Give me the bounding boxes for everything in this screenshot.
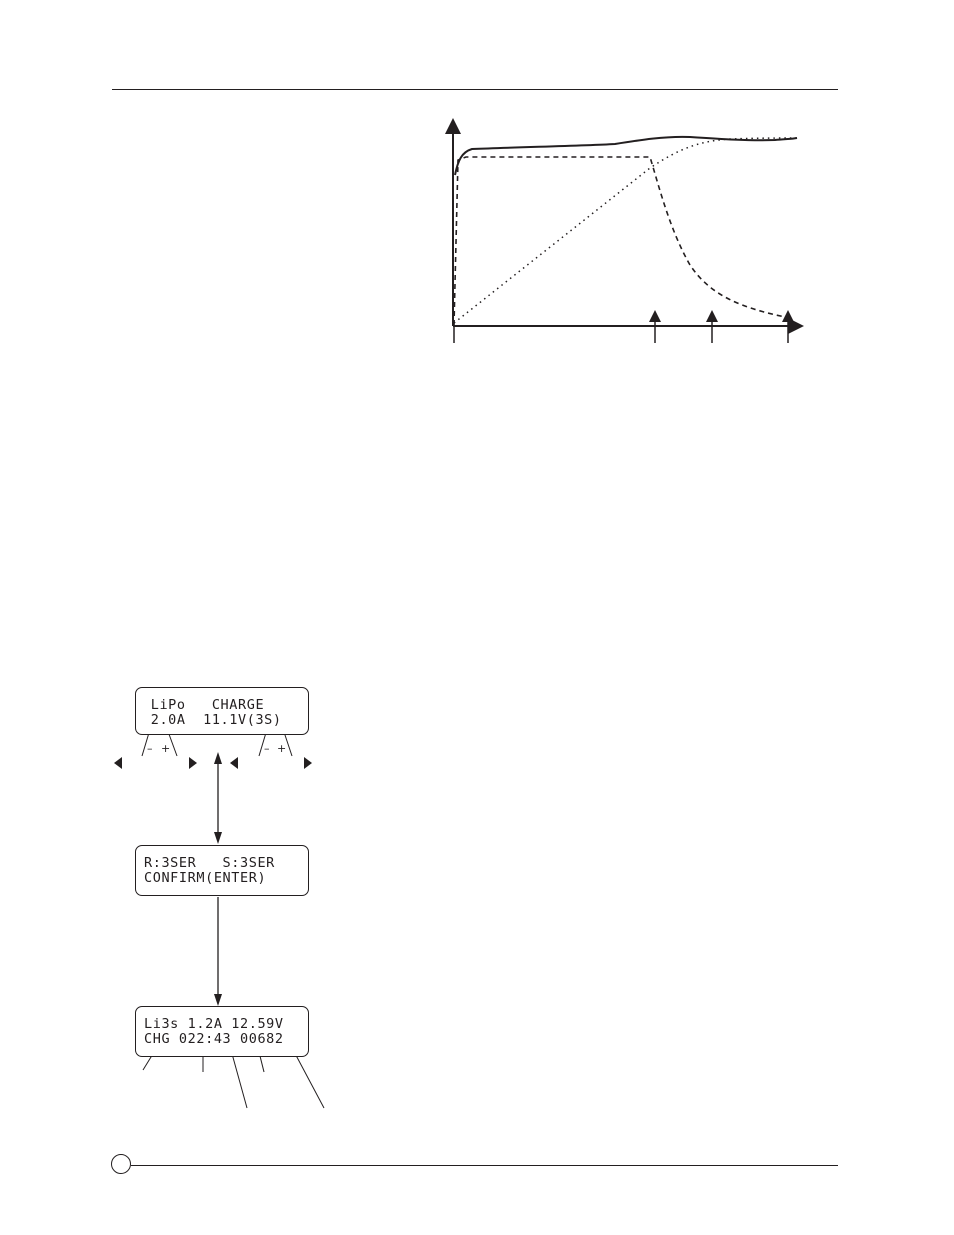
right-arrow-icon	[304, 757, 312, 769]
voltage-curve	[455, 137, 797, 175]
current-curve	[454, 157, 790, 325]
lcd-line-1: LiPo CHARGE	[142, 697, 265, 713]
left-arrow-icon	[230, 757, 238, 769]
footer-rule	[131, 1165, 838, 1166]
minus-mark: –	[264, 742, 270, 755]
lcd-confirm-screen	[135, 845, 309, 896]
minus-mark: –	[147, 742, 153, 755]
right-arrow-icon	[189, 757, 197, 769]
lcd-line-2: CONFIRM(ENTER)	[144, 870, 267, 886]
plus-mark: +	[277, 742, 287, 755]
lcd-setup-screen	[135, 687, 309, 735]
lcd-line-1: Li3s 1.2A 12.59V	[144, 1016, 284, 1032]
page-number-circle	[111, 1154, 131, 1174]
lcd-line-2: 2.0A 11.1V(3S)	[142, 712, 282, 728]
left-arrow-icon	[114, 757, 122, 769]
plus-mark: +	[161, 742, 171, 755]
lcd-line-1: R:3SER S:3SER	[144, 855, 275, 871]
lcd-line-2: CHG 022:43 00682	[144, 1031, 284, 1047]
lcd-progress-screen	[135, 1006, 309, 1057]
capacity-curve	[454, 138, 797, 323]
